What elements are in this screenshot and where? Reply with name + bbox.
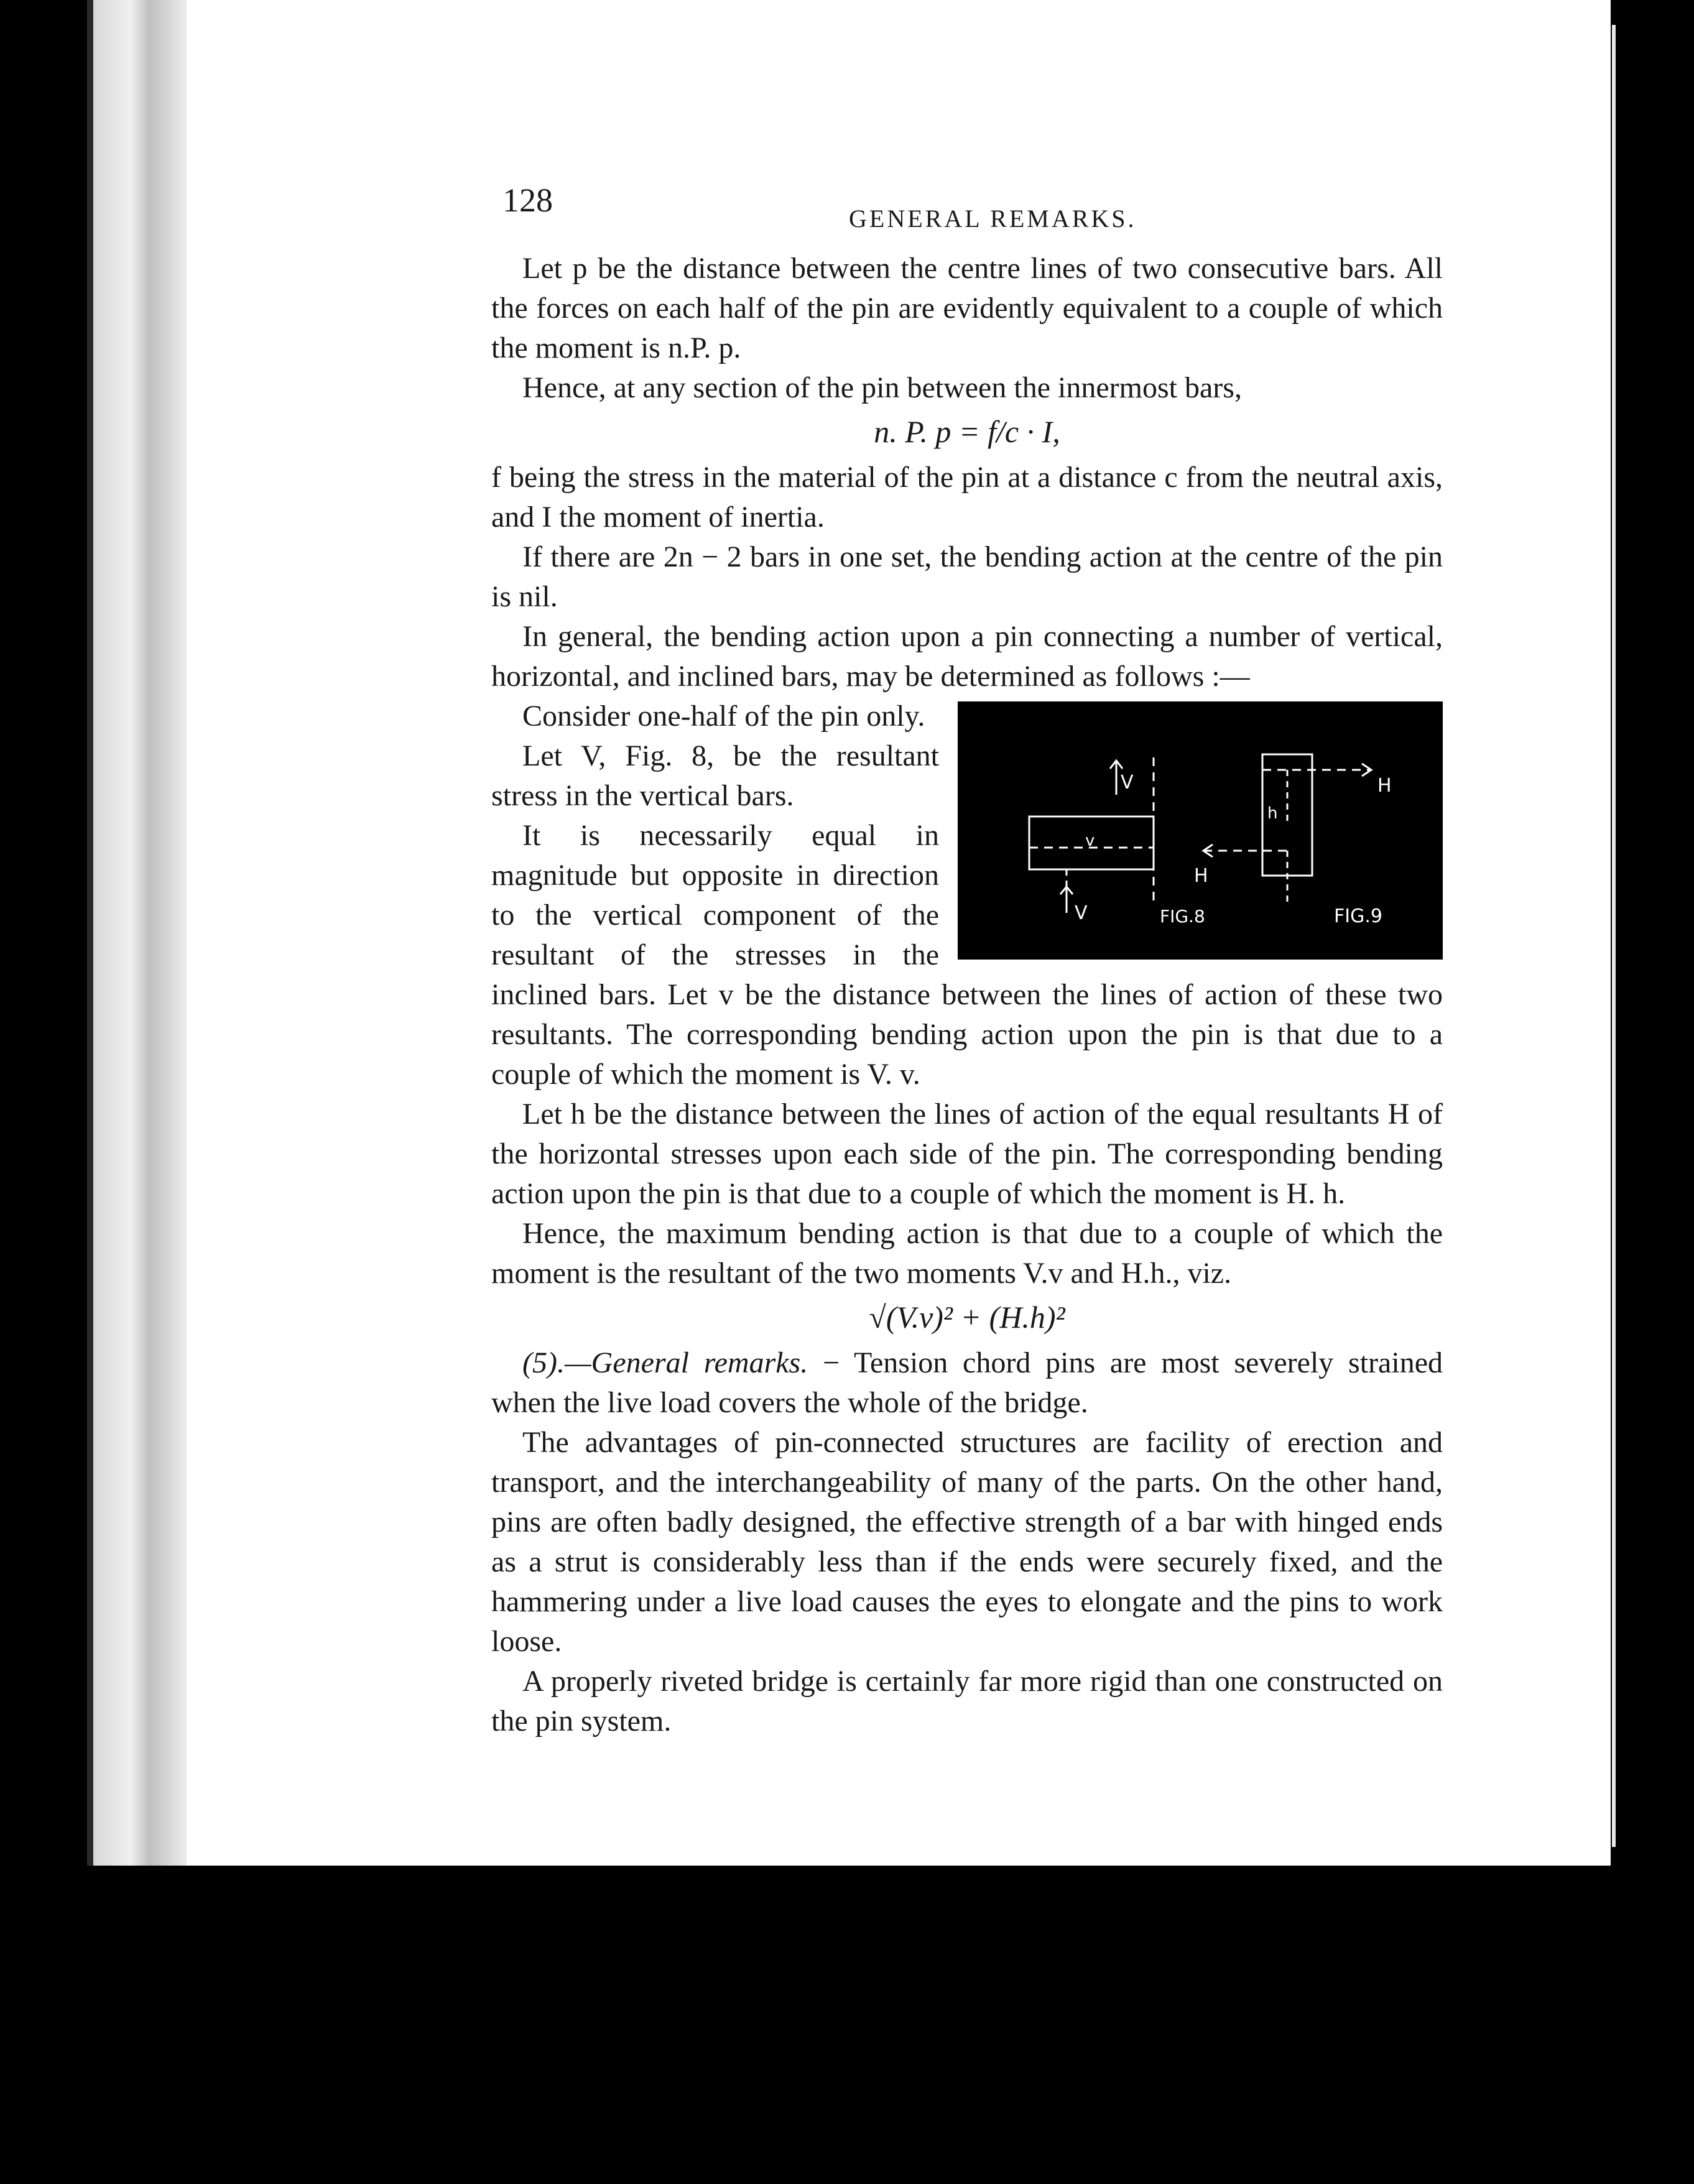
fig9-label-h-right: H (1377, 775, 1392, 797)
paragraph: Hence, at any section of the pin between the innermost bars, (522, 371, 1242, 404)
fig8-label-v-small: v (1085, 831, 1095, 850)
scan-border-bottom (0, 1866, 1694, 2184)
scan-border-right (1611, 0, 1694, 1866)
paragraph: In general, the bending action upon a pin connecting a number of vertical, horizontal, and inclined bars, may be determined as follows :— (491, 620, 1443, 693)
next-page-edge (1612, 25, 1616, 1847)
page-gutter (93, 0, 187, 1866)
paragraph-text: − Tension chord pins are most severely strained when the live load covers the whole of the bridge. (491, 1346, 1443, 1419)
text-column (491, 174, 1443, 1741)
paragraph: f being the stress in the material of the pin at a distance c from the neutral axis, and I the moment of inertia. (491, 461, 1443, 534)
page-number: 128 (502, 182, 553, 219)
fig9-label-h-left: H (1194, 865, 1208, 887)
paragraph: Let p be the distance between the centre lines of two consecutive bars. All the forces on each half of the pin are evidently equivalent to a couple of which the moment is n.P. p. (491, 252, 1443, 364)
paragraph: Hence, the maximum bending action is that due to a couple of which the moment is the resultant of the two moments V.v and H.h., viz. (491, 1217, 1443, 1290)
paragraph: It is necessarily equal in magnitude but opposite in direction to the vertical component of the resultant of the stresses in the inclined bars. Let v be the distance between the lines of action of these two resultants. The corresponding bending action upon the pin is that due to a couple of which the moment is V. v. (491, 819, 1443, 1091)
paragraph: Let V, Fig. 8, be the resultant stress in the vertical bars. (491, 739, 939, 812)
pin-diagram (958, 701, 1443, 960)
paragraph: The advantages of pin-connected structures are facility of erection and transport, and the interchangeability of many of the parts. On the other hand, pins are often badly designed, the effective strength of a bar with hinged ends as a strut is considerably less than if the ends were securely fixed, and the hammering under a live load causes the eyes to elongate and the pins to work loose. (491, 1426, 1443, 1658)
fig8-label-v-upper: V (1121, 772, 1134, 794)
paragraph: Let h be the distance between the lines of action of the equal resultants H of the horizontal stresses upon each side of the pin. The corresponding bending action upon the pin is that due to a couple of which the moment is H. h. (491, 1098, 1443, 1210)
figure-8-9 (958, 701, 1443, 960)
fig8-label-v-lower: V (1075, 902, 1088, 924)
paragraph: A properly riveted bridge is certainly far more rigid than one constructed on the pin system. (491, 1665, 1443, 1737)
fig9-caption: FIG.9 (1334, 905, 1382, 927)
page-header (491, 174, 1443, 249)
paragraph: If there are 2n − 2 bars in one set, the bending action at the centre of the pin is nil. (491, 540, 1443, 613)
paragraph (491, 1343, 1443, 1423)
running-head: GENERAL REMARKS. (849, 205, 1137, 233)
figure-block (491, 696, 1443, 1094)
fig8-caption: FIG.8 (1160, 906, 1205, 927)
section-heading: (5).—General remarks. (522, 1346, 808, 1379)
paragraph: Consider one-half of the pin only. (522, 700, 925, 733)
equation: n. P. p = f/c · I, (874, 414, 1060, 449)
equation: √(V.v)² + (H.h)² (869, 1300, 1065, 1335)
fig9-label-h-small: h (1267, 804, 1278, 823)
